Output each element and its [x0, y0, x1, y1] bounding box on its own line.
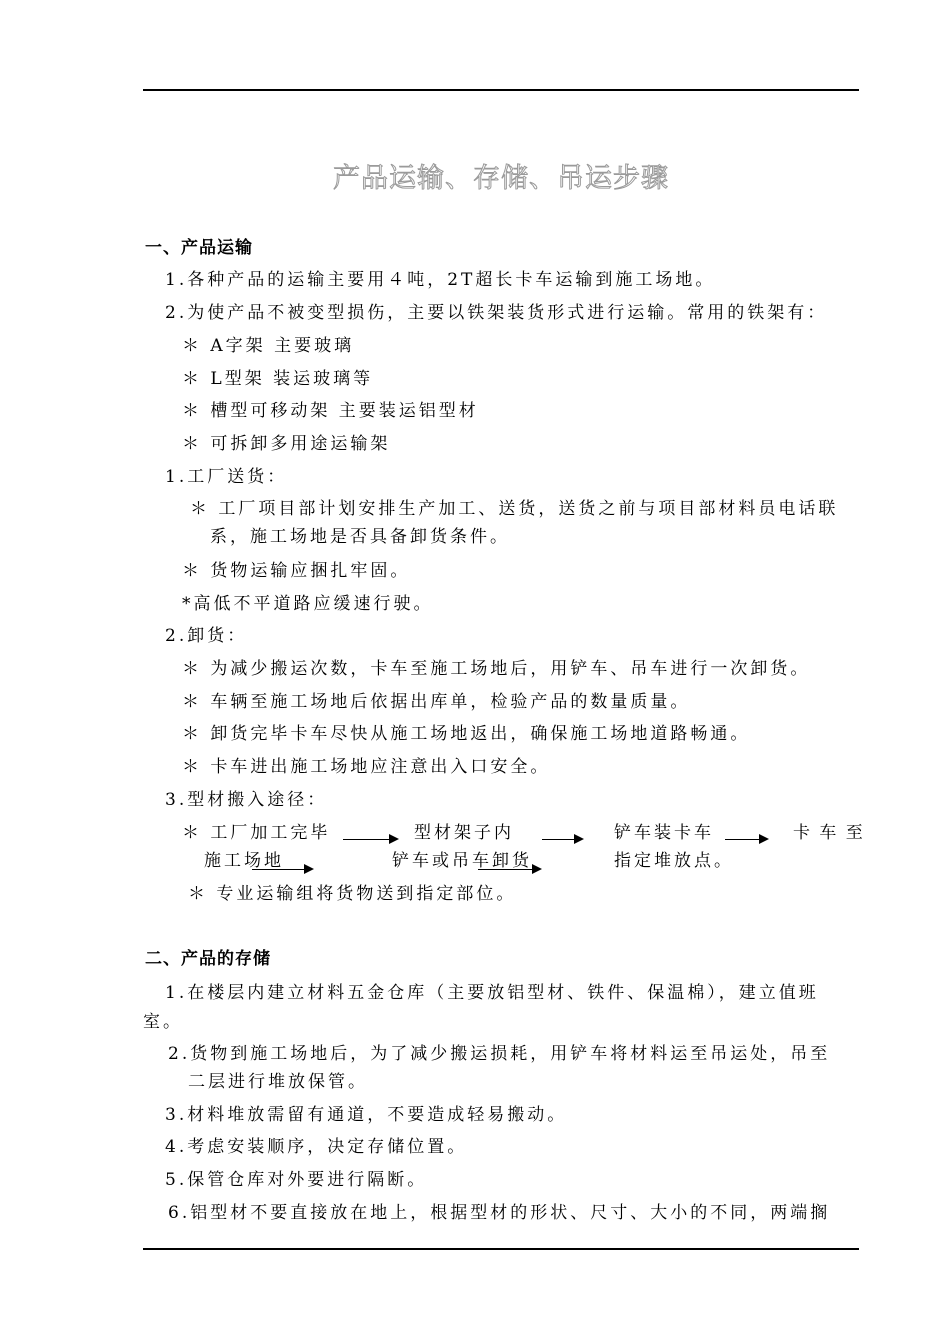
flow-step: 铲车装卡车: [614, 823, 714, 843]
footer-rule: [143, 1248, 859, 1250]
paragraph-line: 2.货物到施工场地后，为了减少搬运损耗，用铲车将材料运至吊运处，吊至: [168, 1044, 831, 1064]
bullet-item: ＊ L型架 装运玻璃等: [182, 369, 374, 389]
flow-step: 施工场地: [204, 851, 284, 871]
flow-step: ＊ 工厂加工完毕: [182, 823, 331, 843]
paragraph-line: 1.各种产品的运输主要用４吨，2T超长卡车运输到施工场地。: [165, 270, 716, 290]
bullet-item: *高低不平道路应缓速行驶。: [182, 594, 434, 614]
paragraph-line: 4.考虑安装顺序，决定存储位置。: [165, 1137, 468, 1157]
bullet-continuation: 系，施工场地是否具备卸货条件。: [210, 527, 510, 547]
bullet-item: ＊ 为减少搬运次数，卡车至施工场地后，用铲车、吊车进行一次卸货。: [182, 659, 811, 679]
paragraph-continuation: 室。: [143, 1012, 183, 1032]
bullet-item: ＊ 工厂项目部计划安排生产加工、送货，送货之前与项目部材料员电话联: [190, 499, 839, 519]
header-rule: [143, 89, 859, 91]
flow-step: 卡 车 至: [793, 823, 865, 843]
arrow-right-icon: [252, 869, 312, 870]
subsection-heading: 1.工厂送货：: [165, 467, 288, 487]
flow-step: 指定堆放点。: [614, 851, 734, 871]
arrow-right-icon: [542, 839, 582, 840]
subsection-heading: 3.型材搬入途径：: [165, 790, 328, 810]
section-heading-storage: 二、产品的存储: [145, 949, 271, 969]
arrow-right-icon: [478, 869, 540, 870]
page-title: 产品运输、存储、吊运步骤: [333, 163, 669, 194]
bullet-item: ＊ 卡车进出施工场地应注意出入口安全。: [182, 757, 551, 777]
bullet-item: ＊ 卸货完毕卡车尽快从施工场地返出，确保施工场地道路畅通。: [182, 724, 751, 744]
bullet-item: ＊ 专业运输组将货物送到指定部位。: [188, 884, 517, 904]
bullet-item: ＊ A字架 主要玻璃: [182, 336, 355, 356]
bullet-item: ＊ 车辆至施工场地后依据出库单，检验产品的数量质量。: [182, 692, 691, 712]
paragraph-continuation: 二层进行堆放保管。: [188, 1072, 368, 1092]
paragraph-line: 6.铝型材不要直接放在地上，根据型材的形状、尺寸、大小的不同，两端搁: [168, 1203, 831, 1223]
paragraph-line: 2.为使产品不被变型损伤，主要以铁架装货形式进行运输。常用的铁架有：: [165, 303, 828, 323]
subsection-heading: 2.卸货：: [165, 626, 248, 646]
section-heading-transport: 一、产品运输: [145, 238, 253, 258]
arrow-right-icon: [343, 839, 397, 840]
paragraph-line: 5.保管仓库对外要进行隔断。: [165, 1170, 428, 1190]
paragraph-line: 1.在楼层内建立材料五金仓库（主要放铝型材、铁件、保温棉），建立值班: [165, 983, 819, 1003]
flow-step: 铲车或吊车卸货: [392, 851, 532, 871]
bullet-item: ＊ 可拆卸多用途运输架: [182, 434, 391, 454]
bullet-item: ＊ 槽型可移动架 主要装运铝型材: [182, 401, 479, 421]
arrow-right-icon: [725, 839, 767, 840]
flow-step: 型材架子内: [414, 823, 514, 843]
paragraph-line: 3.材料堆放需留有通道，不要造成轻易搬动。: [165, 1105, 568, 1125]
bullet-item: ＊ 货物运输应捆扎牢固。: [182, 561, 411, 581]
